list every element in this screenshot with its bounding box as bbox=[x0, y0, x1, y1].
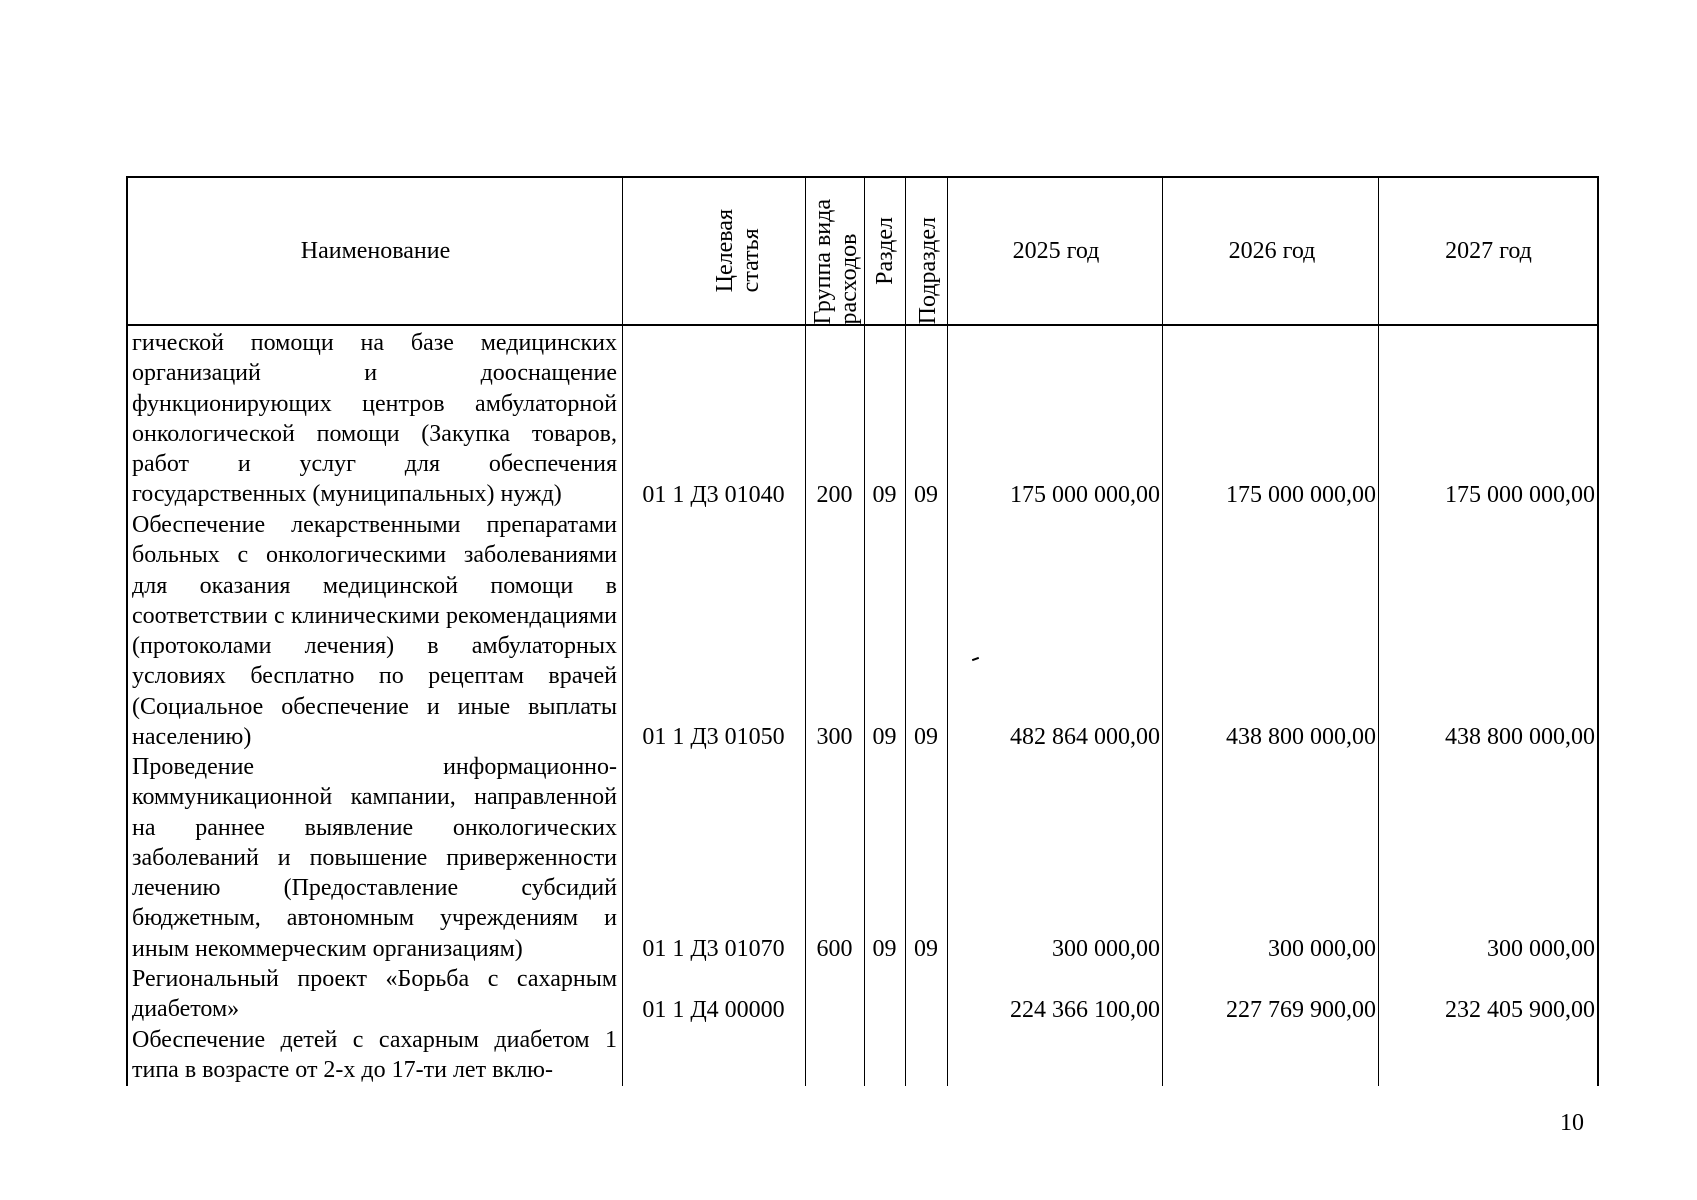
row-2-subsection: 09 bbox=[914, 724, 938, 750]
row-3-subsection: 09 bbox=[914, 936, 938, 962]
row-4-2027: 232 405 900,00 bbox=[1445, 997, 1595, 1023]
header-target-article-line2: статья bbox=[738, 228, 764, 293]
header-2026 bbox=[1164, 178, 1380, 324]
budget-table bbox=[126, 176, 1599, 1086]
row-2-group: 300 bbox=[816, 724, 853, 750]
row-2-name: Обеспечение лекарственными препаратами больных с онкологическими заболеваниями для оказания медицинской помощи в соответствии с клиническими рекомендациями (протоколами лечения) в амбулаторных условиях бесплатно по рецептам врачей (Социальное обеспечение и иные выплаты населению) bbox=[132, 512, 617, 751]
header-name bbox=[128, 178, 623, 324]
row-3-name: Проведение информационно-коммуникационной кампании, направленной на раннее выявление онкологических заболеваний и повышение приверженности лечению (Предоставление субсидий бюджетным, автономным учреждениям и иным некоммерческим организациям) bbox=[132, 754, 617, 962]
row-1-2025: 175 000 000,00 bbox=[1010, 482, 1160, 508]
row-4-2025: 224 366 100,00 bbox=[1010, 997, 1160, 1023]
row-3-2025: 300 000,00 bbox=[1052, 936, 1160, 962]
row-3-group: 600 bbox=[816, 936, 853, 962]
row-1-name: гической помощи на базе медицинских организаций и дооснащение функционирующих центров амбулаторной онкологической помощи (Закупка товаров, работ и услуг для обеспечения государственных (муниципальных) нужд) bbox=[132, 330, 617, 508]
row-1-section: 09 bbox=[872, 482, 897, 508]
header-expense-group bbox=[808, 178, 864, 324]
row-2-2025: 482 864 000,00 bbox=[1010, 724, 1160, 750]
row-1-group: 200 bbox=[816, 482, 853, 508]
row-3-2027: 300 000,00 bbox=[1487, 936, 1595, 962]
row-4-name: Региональный проект «Борьба с сахарным диабетом» bbox=[132, 966, 617, 1023]
row-2-section: 09 bbox=[872, 724, 897, 750]
row-1-2026: 175 000 000,00 bbox=[1226, 482, 1376, 508]
row-2-2026: 438 800 000,00 bbox=[1226, 724, 1376, 750]
header-2025-text: 2025 год bbox=[1012, 237, 1100, 264]
row-1-2027: 175 000 000,00 bbox=[1445, 482, 1595, 508]
table-header bbox=[128, 178, 1597, 326]
header-section bbox=[865, 178, 905, 324]
row-3-2026: 300 000,00 bbox=[1268, 936, 1376, 962]
header-section-text: Раздел bbox=[872, 217, 898, 285]
header-2026-text: 2026 год bbox=[1228, 237, 1316, 264]
header-target-article bbox=[698, 178, 778, 324]
row-1-code: 01 1 Д3 01040 bbox=[642, 482, 785, 508]
row-2-code: 01 1 Д3 01050 bbox=[642, 724, 785, 750]
row-1-subsection: 09 bbox=[914, 482, 938, 508]
header-expense-group-line2: расходов bbox=[836, 233, 862, 324]
header-2027 bbox=[1380, 178, 1597, 324]
header-subsection-text: Подраздел bbox=[915, 216, 941, 324]
row-3-code: 01 1 Д3 01070 bbox=[642, 936, 785, 962]
header-2027-text: 2027 год bbox=[1445, 237, 1532, 264]
header-2025 bbox=[948, 178, 1164, 324]
header-name-text: Наименование bbox=[300, 237, 451, 264]
row-4-code: 01 1 Д4 00000 bbox=[642, 997, 785, 1023]
header-target-article-line1: Целевая bbox=[712, 209, 738, 293]
page-number: 10 bbox=[1560, 1110, 1584, 1136]
row-3-section: 09 bbox=[872, 936, 897, 962]
row-4-2026: 227 769 900,00 bbox=[1226, 997, 1376, 1023]
header-subsection bbox=[907, 178, 949, 324]
header-expense-group-line1: Группа вида bbox=[810, 198, 836, 324]
row-2-2027: 438 800 000,00 bbox=[1445, 724, 1595, 750]
row-5-name: Обеспечение детей с сахарным диабетом 1 типа в возрасте от 2-х до 17-ти лет вклю- bbox=[132, 1027, 617, 1084]
